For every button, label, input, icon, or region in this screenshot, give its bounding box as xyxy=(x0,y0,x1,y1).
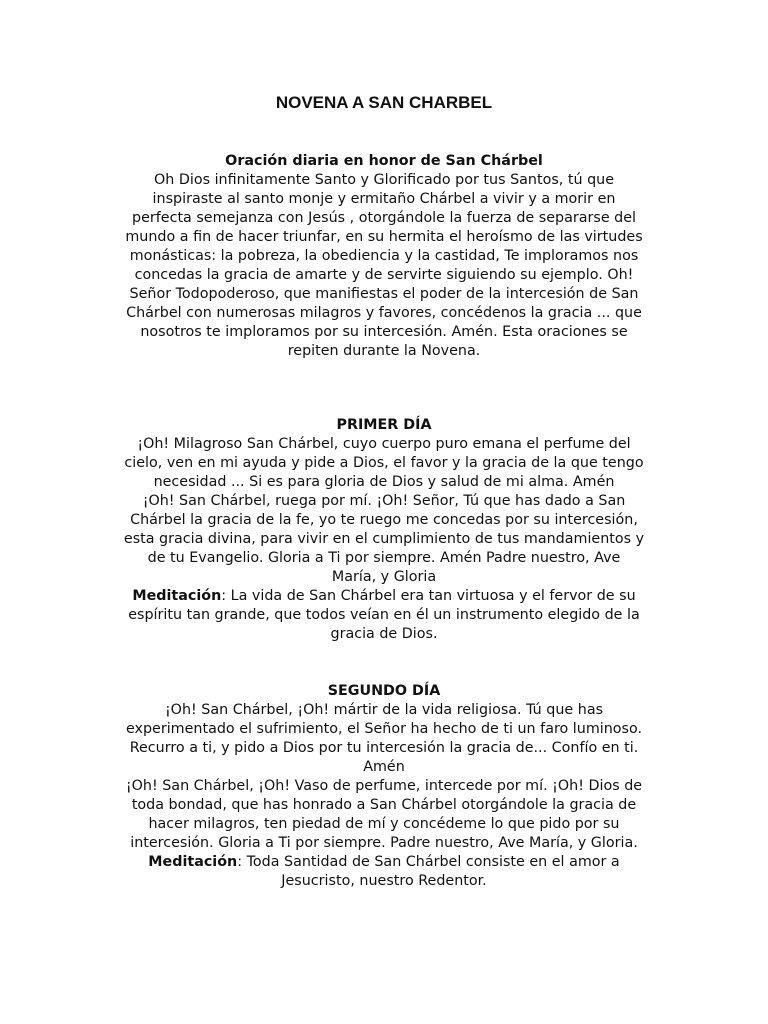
prayer-line: perfecta semejanza con Jesús , otorgándole la fuerza de separarse del xyxy=(132,210,636,226)
meditation-label: Meditación xyxy=(148,854,238,870)
day-two-line: ¡Oh! San Chárbel, ¡Oh! mártir de la vida religiosa. Tú que has xyxy=(164,702,604,718)
prayer-line: nosotros te imploramos por su intercesión. Amén. Esta oraciones se xyxy=(140,324,628,340)
prayer-line: Chárbel con numerosas milagros y favores, concédenos la gracia ... que xyxy=(126,305,642,321)
day-two-heading: SEGUNDO DÍA xyxy=(327,683,441,699)
day-two-line: experimentado el sufrimiento, el Señor ha hecho de ti un faro luminoso. xyxy=(125,721,643,737)
prayer-line: repiten durante la Novena. xyxy=(287,343,481,359)
day-one-meditation xyxy=(100,587,668,606)
day-two-line: intercesión. Gloria a Ti por siempre. Padre nuestro, Ave María, y Gloria. xyxy=(130,835,638,851)
day-one-meditation-line: gracia de Dios. xyxy=(330,626,438,642)
day-two-line: toda bondad, que has honrado a San Chárbel otorgándole la gracia de xyxy=(131,797,637,813)
meditation-text: : Toda Santidad de San Chárbel consiste en el amor a xyxy=(237,854,620,870)
day-one-meditation-line: espíritu tan grande, que todos veían en él un instrumento elegido de la xyxy=(128,607,640,623)
prayer-line: monásticas: la pobreza, la obediencia y la castidad, Te imploramos nos xyxy=(129,248,639,264)
day-two-line: Recurro a ti, y pido a Dios por tu intercesión la gracia de... Confío en ti. xyxy=(129,740,639,756)
meditation-label: Meditación xyxy=(132,588,222,604)
day-one-line: ¡Oh! San Chárbel, ruega por mí. ¡Oh! Señor, Tú que has dado a San xyxy=(142,493,626,509)
day-one-section xyxy=(100,416,668,644)
day-one-line: ¡Oh! Milagroso San Chárbel, cuyo cuerpo puro emana el perfume del xyxy=(137,436,631,452)
day-one-line: María, y Gloria xyxy=(331,569,437,585)
daily-prayer-heading: Oración diaria en honor de San Chárbel xyxy=(225,153,543,169)
day-two-meditation-line: Jesucristo, nuestro Redentor. xyxy=(281,873,487,889)
day-one-heading: PRIMER DÍA xyxy=(336,417,432,433)
day-one-line: cielo, ven en mi ayuda y pide a Dios, el favor y la gracia de la que tengo xyxy=(124,455,644,471)
day-two-line: Amén xyxy=(363,759,405,775)
prayer-line: Oh Dios infinitamente Santo y Glorificado por tus Santos, tú que xyxy=(153,172,615,188)
day-one-line: de tu Evangelio. Gloria a Ti por siempre. Amén Padre nuestro, Ave xyxy=(147,550,621,566)
daily-prayer-section xyxy=(100,152,668,361)
document-title: NOVENA A SAN CHARBEL xyxy=(275,93,493,112)
day-two-meditation xyxy=(100,853,668,872)
meditation-text: : La vida de San Chárbel era tan virtuosa y el fervor de su xyxy=(221,588,636,604)
prayer-line: inspiraste al santo monje y ermitaño Chárbel a vivir y a morir en xyxy=(152,191,616,207)
day-one-line: esta gracia divina, para vivir en el cumplimiento de tus mandamientos y xyxy=(123,531,645,547)
prayer-line: Señor Todopoderoso, que manifiestas el poder de la intercesión de San xyxy=(129,286,639,302)
prayer-line: concedas la gracia de amarte y de servirte siguiendo su ejemplo. Oh! xyxy=(134,267,634,283)
day-one-line: Chárbel la gracia de la fe, yo te ruego me concedas por su intercesión, xyxy=(130,512,638,528)
day-two-section xyxy=(100,682,668,891)
day-two-line: ¡Oh! San Chárbel, ¡Oh! Vaso de perfume, intercede por mí. ¡Oh! Dios de xyxy=(125,778,643,794)
day-one-line: necesidad ... Si es para gloria de Dios y salud de mi alma. Amén xyxy=(153,474,615,490)
day-two-line: hacer milagros, ten piedad de mí y concédeme lo que pido por su xyxy=(148,816,620,832)
prayer-line: mundo a fin de hacer triunfar, en su hermita el heroísmo de las virtudes xyxy=(125,229,643,245)
